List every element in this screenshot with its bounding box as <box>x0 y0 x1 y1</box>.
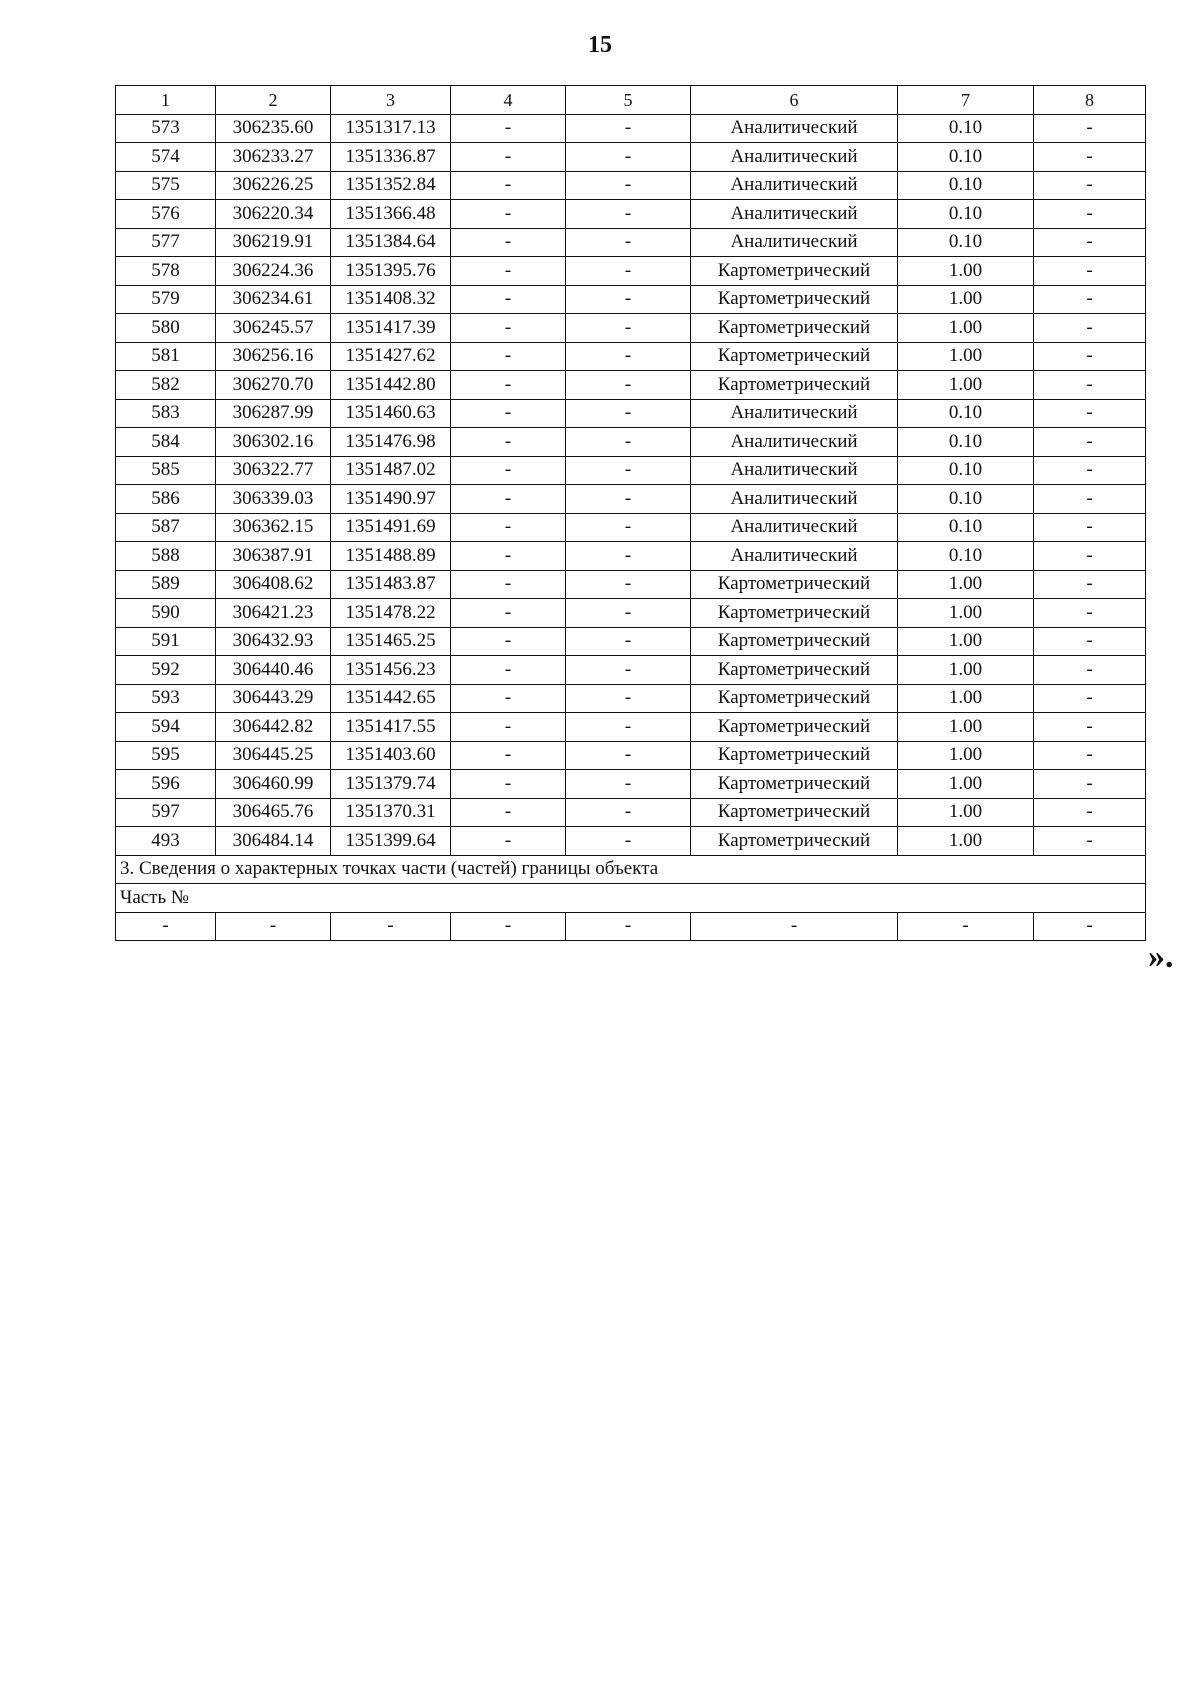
method-cell: Картометрический <box>691 798 898 827</box>
accuracy-cell: 0.10 <box>898 143 1034 172</box>
col-8-cell: - <box>1034 456 1146 485</box>
col-8-cell: - <box>1034 314 1146 343</box>
accuracy-cell: 1.00 <box>898 770 1034 799</box>
col-5-cell: - <box>566 599 691 628</box>
col-4-cell: - <box>451 542 566 571</box>
table-row <box>116 171 1146 200</box>
col-8-cell: - <box>1034 228 1146 257</box>
col-8-cell: - <box>1034 171 1146 200</box>
x-coordinate-cell: 306224.36 <box>216 257 331 286</box>
table-row <box>116 143 1146 172</box>
col-4-cell: - <box>451 257 566 286</box>
col-5-cell: - <box>566 656 691 685</box>
accuracy-cell: 0.10 <box>898 428 1034 457</box>
x-coordinate-cell: 306408.62 <box>216 570 331 599</box>
y-coordinate-cell: 1351399.64 <box>331 827 451 856</box>
table-row <box>116 228 1146 257</box>
col-5-cell: - <box>566 713 691 742</box>
y-coordinate-cell: 1351336.87 <box>331 143 451 172</box>
col-5-cell: - <box>566 912 691 941</box>
accuracy-cell: 0.10 <box>898 171 1034 200</box>
point-number-cell: 1 <box>116 86 216 115</box>
method-cell: Картометрический <box>691 827 898 856</box>
col-5-cell: - <box>566 257 691 286</box>
col-5-cell: - <box>566 428 691 457</box>
col-5-cell: - <box>566 770 691 799</box>
col-4-cell: - <box>451 827 566 856</box>
col-4-cell: - <box>451 228 566 257</box>
accuracy-cell: 1.00 <box>898 599 1034 628</box>
table-row <box>116 770 1146 799</box>
table-row <box>116 741 1146 770</box>
accuracy-cell: 1.00 <box>898 257 1034 286</box>
y-coordinate-cell: 1351483.87 <box>331 570 451 599</box>
point-number-cell: 585 <box>116 456 216 485</box>
y-coordinate-cell: 1351478.22 <box>331 599 451 628</box>
col-4-cell: - <box>451 143 566 172</box>
y-coordinate-cell: 1351456.23 <box>331 656 451 685</box>
col-8-cell: 8 <box>1034 86 1146 115</box>
col-8-cell: - <box>1034 143 1146 172</box>
point-number-cell: 576 <box>116 200 216 229</box>
x-coordinate-cell: 306465.76 <box>216 798 331 827</box>
method-cell: Аналитический <box>691 485 898 514</box>
x-coordinate-cell: 306256.16 <box>216 342 331 371</box>
method-cell: Картометрический <box>691 257 898 286</box>
point-number-cell: 583 <box>116 399 216 428</box>
method-cell: Картометрический <box>691 627 898 656</box>
method-cell: 6 <box>691 86 898 115</box>
accuracy-cell: 1.00 <box>898 371 1034 400</box>
y-coordinate-cell: 1351403.60 <box>331 741 451 770</box>
method-cell: Картометрический <box>691 285 898 314</box>
point-number-cell: 574 <box>116 143 216 172</box>
x-coordinate-cell: 306219.91 <box>216 228 331 257</box>
col-5-cell: - <box>566 542 691 571</box>
point-number-cell: 577 <box>116 228 216 257</box>
col-4-cell: - <box>451 684 566 713</box>
table-row <box>116 798 1146 827</box>
col-5-cell: - <box>566 171 691 200</box>
accuracy-cell: 0.10 <box>898 200 1034 229</box>
col-4-cell: - <box>451 114 566 143</box>
col-4-cell: - <box>451 912 566 941</box>
table-row <box>116 285 1146 314</box>
method-cell: Картометрический <box>691 314 898 343</box>
col-5-cell: - <box>566 798 691 827</box>
method-cell: Картометрический <box>691 713 898 742</box>
col-8-cell: - <box>1034 741 1146 770</box>
coordinates-table <box>115 85 1146 941</box>
point-number-cell: 582 <box>116 371 216 400</box>
col-5-cell: - <box>566 200 691 229</box>
y-coordinate-cell: 1351417.39 <box>331 314 451 343</box>
col-8-cell: - <box>1034 656 1146 685</box>
col-8-cell: - <box>1034 827 1146 856</box>
col-4-cell: - <box>451 770 566 799</box>
y-coordinate-cell: 1351379.74 <box>331 770 451 799</box>
table-row <box>116 513 1146 542</box>
col-8-cell: - <box>1034 485 1146 514</box>
col-4-cell: 4 <box>451 86 566 115</box>
col-5-cell: - <box>566 285 691 314</box>
x-coordinate-cell: 2 <box>216 86 331 115</box>
method-cell: Аналитический <box>691 114 898 143</box>
point-number-cell: 597 <box>116 798 216 827</box>
method-cell: Картометрический <box>691 599 898 628</box>
col-4-cell: - <box>451 485 566 514</box>
accuracy-cell: 0.10 <box>898 114 1034 143</box>
col-4-cell: - <box>451 741 566 770</box>
x-coordinate-cell: 306432.93 <box>216 627 331 656</box>
part-label-row <box>116 884 1146 913</box>
x-coordinate-cell: 306442.82 <box>216 713 331 742</box>
point-number-cell: 580 <box>116 314 216 343</box>
col-8-cell: - <box>1034 599 1146 628</box>
x-coordinate-cell: 306287.99 <box>216 399 331 428</box>
table-row <box>116 485 1146 514</box>
point-number-cell: 591 <box>116 627 216 656</box>
x-coordinate-cell: 306235.60 <box>216 114 331 143</box>
method-cell: Картометрический <box>691 770 898 799</box>
method-cell: Аналитический <box>691 171 898 200</box>
x-coordinate-cell: 306445.25 <box>216 741 331 770</box>
y-coordinate-cell: 3 <box>331 86 451 115</box>
empty-part-row <box>116 912 1146 941</box>
col-8-cell: - <box>1034 542 1146 571</box>
method-cell: Картометрический <box>691 741 898 770</box>
col-5-cell: - <box>566 114 691 143</box>
y-coordinate-cell: 1351487.02 <box>331 456 451 485</box>
col-8-cell: - <box>1034 114 1146 143</box>
x-coordinate-cell: - <box>216 912 331 941</box>
method-cell: Картометрический <box>691 570 898 599</box>
point-number-cell: 493 <box>116 827 216 856</box>
accuracy-cell: 0.10 <box>898 228 1034 257</box>
table-row <box>116 570 1146 599</box>
accuracy-cell: - <box>898 912 1034 941</box>
point-number-cell: - <box>116 912 216 941</box>
col-5-cell: - <box>566 399 691 428</box>
x-coordinate-cell: 306440.46 <box>216 656 331 685</box>
col-4-cell: - <box>451 713 566 742</box>
point-number-cell: 588 <box>116 542 216 571</box>
table-row <box>116 827 1146 856</box>
col-5-cell: - <box>566 684 691 713</box>
accuracy-cell: 0.10 <box>898 456 1034 485</box>
y-coordinate-cell: 1351488.89 <box>331 542 451 571</box>
accuracy-cell: 0.10 <box>898 542 1034 571</box>
accuracy-cell: 1.00 <box>898 627 1034 656</box>
accuracy-cell: 1.00 <box>898 827 1034 856</box>
col-8-cell: - <box>1034 342 1146 371</box>
y-coordinate-cell: 1351490.97 <box>331 485 451 514</box>
point-number-cell: 592 <box>116 656 216 685</box>
col-4-cell: - <box>451 627 566 656</box>
x-coordinate-cell: 306421.23 <box>216 599 331 628</box>
col-5-cell: - <box>566 627 691 656</box>
table-header-row <box>116 86 1146 115</box>
x-coordinate-cell: 306302.16 <box>216 428 331 457</box>
table-row <box>116 314 1146 343</box>
accuracy-cell: 1.00 <box>898 656 1034 685</box>
point-number-cell: 581 <box>116 342 216 371</box>
col-4-cell: - <box>451 371 566 400</box>
col-8-cell: - <box>1034 713 1146 742</box>
point-number-cell: 584 <box>116 428 216 457</box>
y-coordinate-cell: 1351317.13 <box>331 114 451 143</box>
accuracy-cell: 1.00 <box>898 285 1034 314</box>
y-coordinate-cell: 1351352.84 <box>331 171 451 200</box>
point-number-cell: 594 <box>116 713 216 742</box>
point-number-cell: 586 <box>116 485 216 514</box>
table-row <box>116 627 1146 656</box>
x-coordinate-cell: 306322.77 <box>216 456 331 485</box>
y-coordinate-cell: 1351427.62 <box>331 342 451 371</box>
section-title-row <box>116 855 1146 884</box>
col-5-cell: - <box>566 570 691 599</box>
col-8-cell: - <box>1034 428 1146 457</box>
col-8-cell: - <box>1034 513 1146 542</box>
col-4-cell: - <box>451 171 566 200</box>
accuracy-cell: 0.10 <box>898 513 1034 542</box>
col-4-cell: - <box>451 599 566 628</box>
col-8-cell: - <box>1034 798 1146 827</box>
col-8-cell: - <box>1034 200 1146 229</box>
method-cell: Аналитический <box>691 542 898 571</box>
method-cell: Аналитический <box>691 456 898 485</box>
col-5-cell: - <box>566 741 691 770</box>
col-4-cell: - <box>451 285 566 314</box>
closing-quote: ». <box>1148 938 1174 975</box>
method-cell: Картометрический <box>691 656 898 685</box>
y-coordinate-cell: 1351491.69 <box>331 513 451 542</box>
col-4-cell: - <box>451 314 566 343</box>
table-row <box>116 542 1146 571</box>
method-cell: Аналитический <box>691 513 898 542</box>
method-cell: Аналитический <box>691 143 898 172</box>
method-cell: - <box>691 912 898 941</box>
point-number-cell: 575 <box>116 171 216 200</box>
col-8-cell: - <box>1034 257 1146 286</box>
method-cell: Картометрический <box>691 684 898 713</box>
col-4-cell: - <box>451 570 566 599</box>
method-cell: Картометрический <box>691 342 898 371</box>
col-4-cell: - <box>451 456 566 485</box>
point-number-cell: 593 <box>116 684 216 713</box>
x-coordinate-cell: 306484.14 <box>216 827 331 856</box>
x-coordinate-cell: 306460.99 <box>216 770 331 799</box>
y-coordinate-cell: 1351395.76 <box>331 257 451 286</box>
x-coordinate-cell: 306339.03 <box>216 485 331 514</box>
method-cell: Аналитический <box>691 228 898 257</box>
col-5-cell: - <box>566 456 691 485</box>
accuracy-cell: 1.00 <box>898 713 1034 742</box>
table-row <box>116 342 1146 371</box>
col-5-cell: - <box>566 485 691 514</box>
col-5-cell: - <box>566 143 691 172</box>
col-4-cell: - <box>451 399 566 428</box>
method-cell: Аналитический <box>691 428 898 457</box>
col-8-cell: - <box>1034 912 1146 941</box>
point-number-cell: 579 <box>116 285 216 314</box>
col-4-cell: - <box>451 656 566 685</box>
col-8-cell: - <box>1034 371 1146 400</box>
point-number-cell: 578 <box>116 257 216 286</box>
method-cell: Аналитический <box>691 200 898 229</box>
col-8-cell: - <box>1034 684 1146 713</box>
y-coordinate-cell: 1351460.63 <box>331 399 451 428</box>
table-row <box>116 428 1146 457</box>
table-row <box>116 656 1146 685</box>
col-5-cell: - <box>566 371 691 400</box>
accuracy-cell: 1.00 <box>898 684 1034 713</box>
col-4-cell: - <box>451 428 566 457</box>
point-number-cell: 595 <box>116 741 216 770</box>
table-row <box>116 257 1146 286</box>
accuracy-cell: 1.00 <box>898 342 1034 371</box>
col-5-cell: - <box>566 314 691 343</box>
x-coordinate-cell: 306270.70 <box>216 371 331 400</box>
table-row <box>116 399 1146 428</box>
col-8-cell: - <box>1034 627 1146 656</box>
y-coordinate-cell: 1351465.25 <box>331 627 451 656</box>
y-coordinate-cell: 1351366.48 <box>331 200 451 229</box>
accuracy-cell: 1.00 <box>898 314 1034 343</box>
x-coordinate-cell: 306233.27 <box>216 143 331 172</box>
col-8-cell: - <box>1034 770 1146 799</box>
accuracy-cell: 0.10 <box>898 485 1034 514</box>
y-coordinate-cell: 1351408.32 <box>331 285 451 314</box>
x-coordinate-cell: 306443.29 <box>216 684 331 713</box>
point-number-cell: 587 <box>116 513 216 542</box>
table-row <box>116 114 1146 143</box>
table-row <box>116 684 1146 713</box>
y-coordinate-cell: - <box>331 912 451 941</box>
x-coordinate-cell: 306245.57 <box>216 314 331 343</box>
x-coordinate-cell: 306234.61 <box>216 285 331 314</box>
col-8-cell: - <box>1034 285 1146 314</box>
col-5-cell: - <box>566 827 691 856</box>
table-row <box>116 599 1146 628</box>
accuracy-cell: 1.00 <box>898 741 1034 770</box>
col-4-cell: - <box>451 513 566 542</box>
col-8-cell: - <box>1034 399 1146 428</box>
x-coordinate-cell: 306220.34 <box>216 200 331 229</box>
part-label-row-cell: Часть № <box>116 884 1146 913</box>
x-coordinate-cell: 306226.25 <box>216 171 331 200</box>
x-coordinate-cell: 306387.91 <box>216 542 331 571</box>
table-body <box>116 86 1146 941</box>
col-5-cell: 5 <box>566 86 691 115</box>
table-row <box>116 371 1146 400</box>
accuracy-cell: 1.00 <box>898 570 1034 599</box>
point-number-cell: 590 <box>116 599 216 628</box>
accuracy-cell: 1.00 <box>898 798 1034 827</box>
page-number: 15 <box>588 32 612 58</box>
accuracy-cell: 0.10 <box>898 399 1034 428</box>
section-title-row-cell: 3. Сведения о характерных точках части (частей) границы объекта <box>116 855 1146 884</box>
col-4-cell: - <box>451 798 566 827</box>
table-row <box>116 200 1146 229</box>
x-coordinate-cell: 306362.15 <box>216 513 331 542</box>
y-coordinate-cell: 1351370.31 <box>331 798 451 827</box>
col-8-cell: - <box>1034 570 1146 599</box>
table-row <box>116 456 1146 485</box>
col-4-cell: - <box>451 342 566 371</box>
y-coordinate-cell: 1351384.64 <box>331 228 451 257</box>
y-coordinate-cell: 1351417.55 <box>331 713 451 742</box>
accuracy-cell: 7 <box>898 86 1034 115</box>
col-4-cell: - <box>451 200 566 229</box>
method-cell: Аналитический <box>691 399 898 428</box>
y-coordinate-cell: 1351442.80 <box>331 371 451 400</box>
table-row <box>116 713 1146 742</box>
col-5-cell: - <box>566 513 691 542</box>
point-number-cell: 589 <box>116 570 216 599</box>
method-cell: Картометрический <box>691 371 898 400</box>
point-number-cell: 573 <box>116 114 216 143</box>
y-coordinate-cell: 1351442.65 <box>331 684 451 713</box>
col-5-cell: - <box>566 228 691 257</box>
y-coordinate-cell: 1351476.98 <box>331 428 451 457</box>
col-5-cell: - <box>566 342 691 371</box>
point-number-cell: 596 <box>116 770 216 799</box>
